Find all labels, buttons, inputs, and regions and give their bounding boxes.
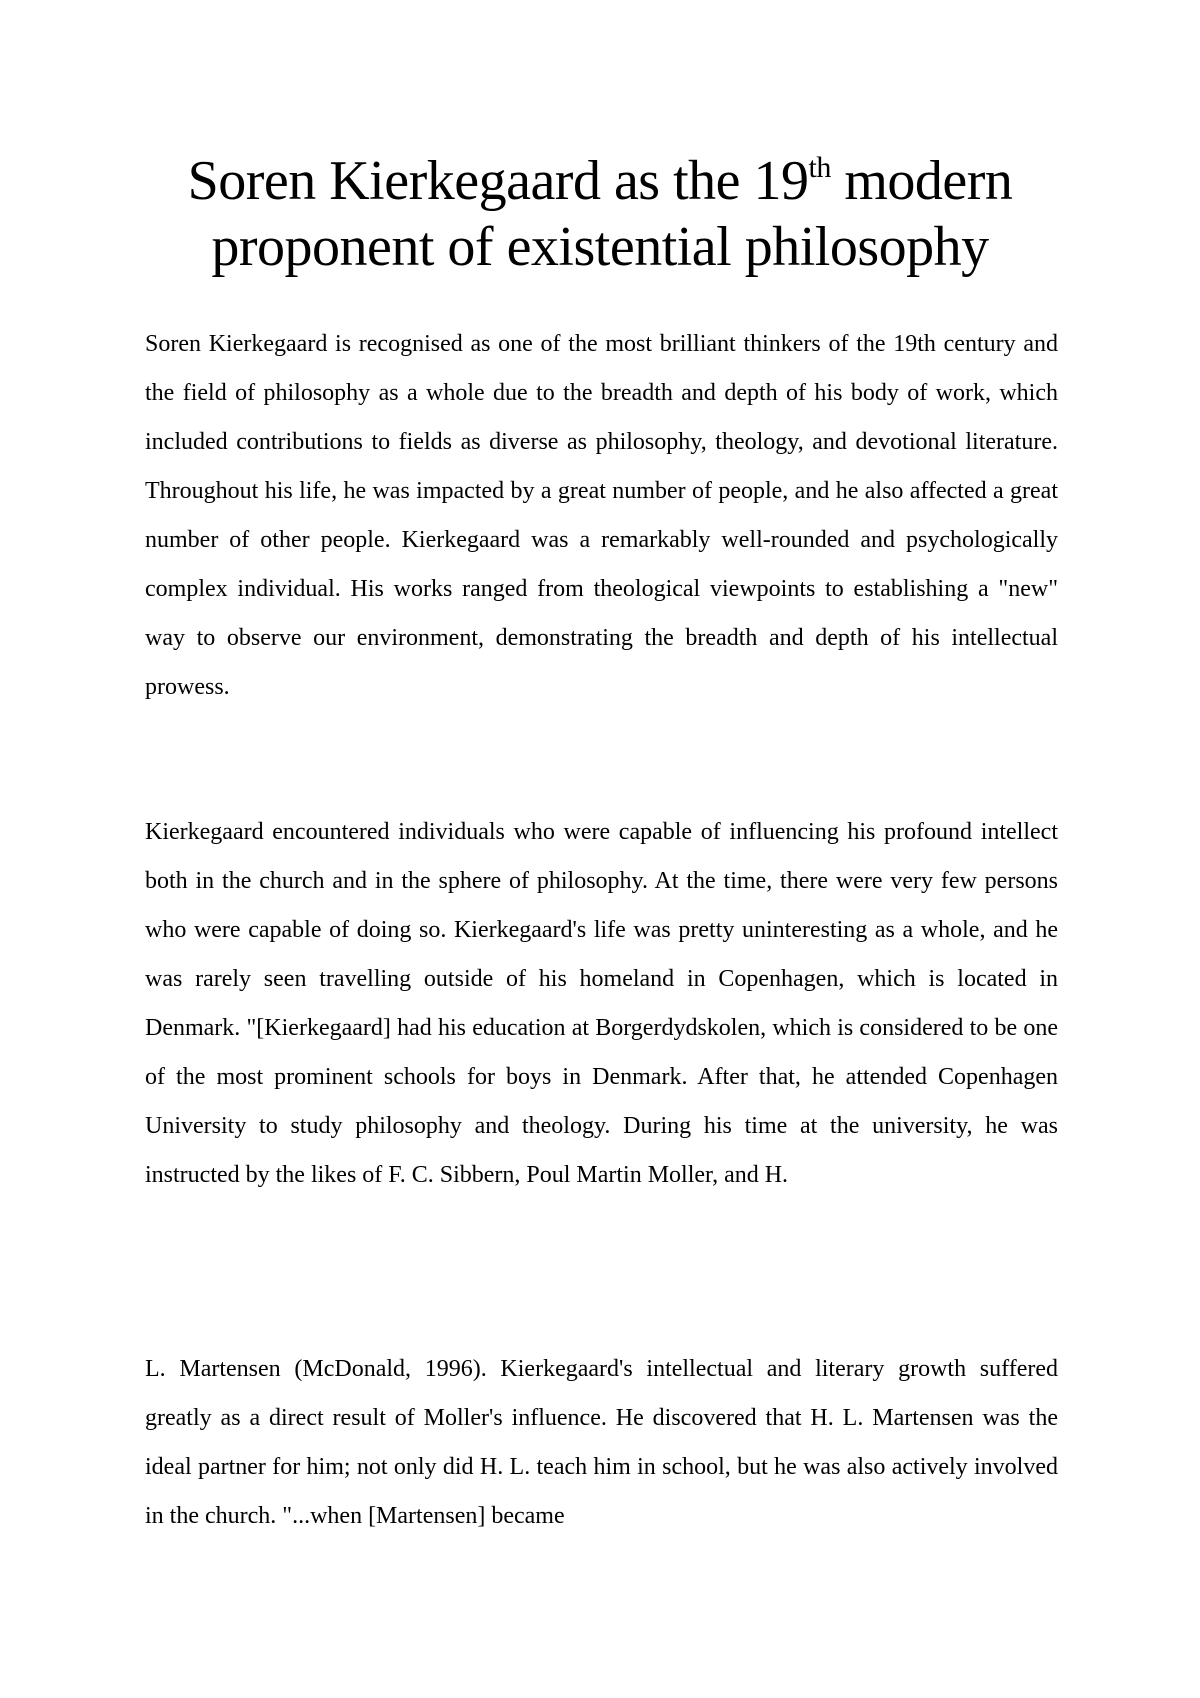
body-paragraph-1: Soren Kierkegaard is recognised as one of the most brilliant thinkers of the 19th century and the field of philosophy as a whole due to the breadth and depth of his body of work, which included contributions to fields as diverse as philosophy, theology, and devotional literature. Throughout his life, he was impacted by a great number of people, and he also affected a great number of other people. Kierkegaard was a remarkably well-rounded and psychologically complex individual. His works ranged from theological viewpoints to establishing a "new" way to observe our environment, demonstrating the breadth and depth of his intellectual prowess. (145, 331, 1058, 700)
title-text-part-1: Soren Kierkegaard as the 19 (187, 150, 809, 212)
title-superscript: th (808, 151, 831, 184)
document-title (150, 148, 1050, 280)
body-paragraph-2: Kierkegaard encountered individuals who were capable of influencing his profound intellect both in the church and in the sphere of philosophy. At the time, there were very few persons who were capable of doing so. Kierkegaard's life was pretty uninteresting as a whole, and he was rarely seen travelling outside of his homeland in Copenhagen, which is located in Denmark. "[Kierkegaard] had his education at Borgerdydskolen, which is considered to be one of the most prominent schools for boys in Denmark. After that, he attended Copenhagen University to study philosophy and theology. During his time at the university, he was instructed by the likes of F. C. Sibbern, Poul Martin Moller, and H. (145, 819, 1058, 1188)
title-text-part-2: modern proponent of existential philosophy (211, 150, 1013, 278)
body-paragraph-3: L. Martensen (McDonald, 1996). Kierkegaard's intellectual and literary growth suffered greatly as a direct result of Moller's influence. He discovered that H. L. Martensen was the ideal partner for him; not only did H. L. teach him in school, but he was also actively involved in the church. "...when [Martensen] became (145, 1356, 1058, 1529)
